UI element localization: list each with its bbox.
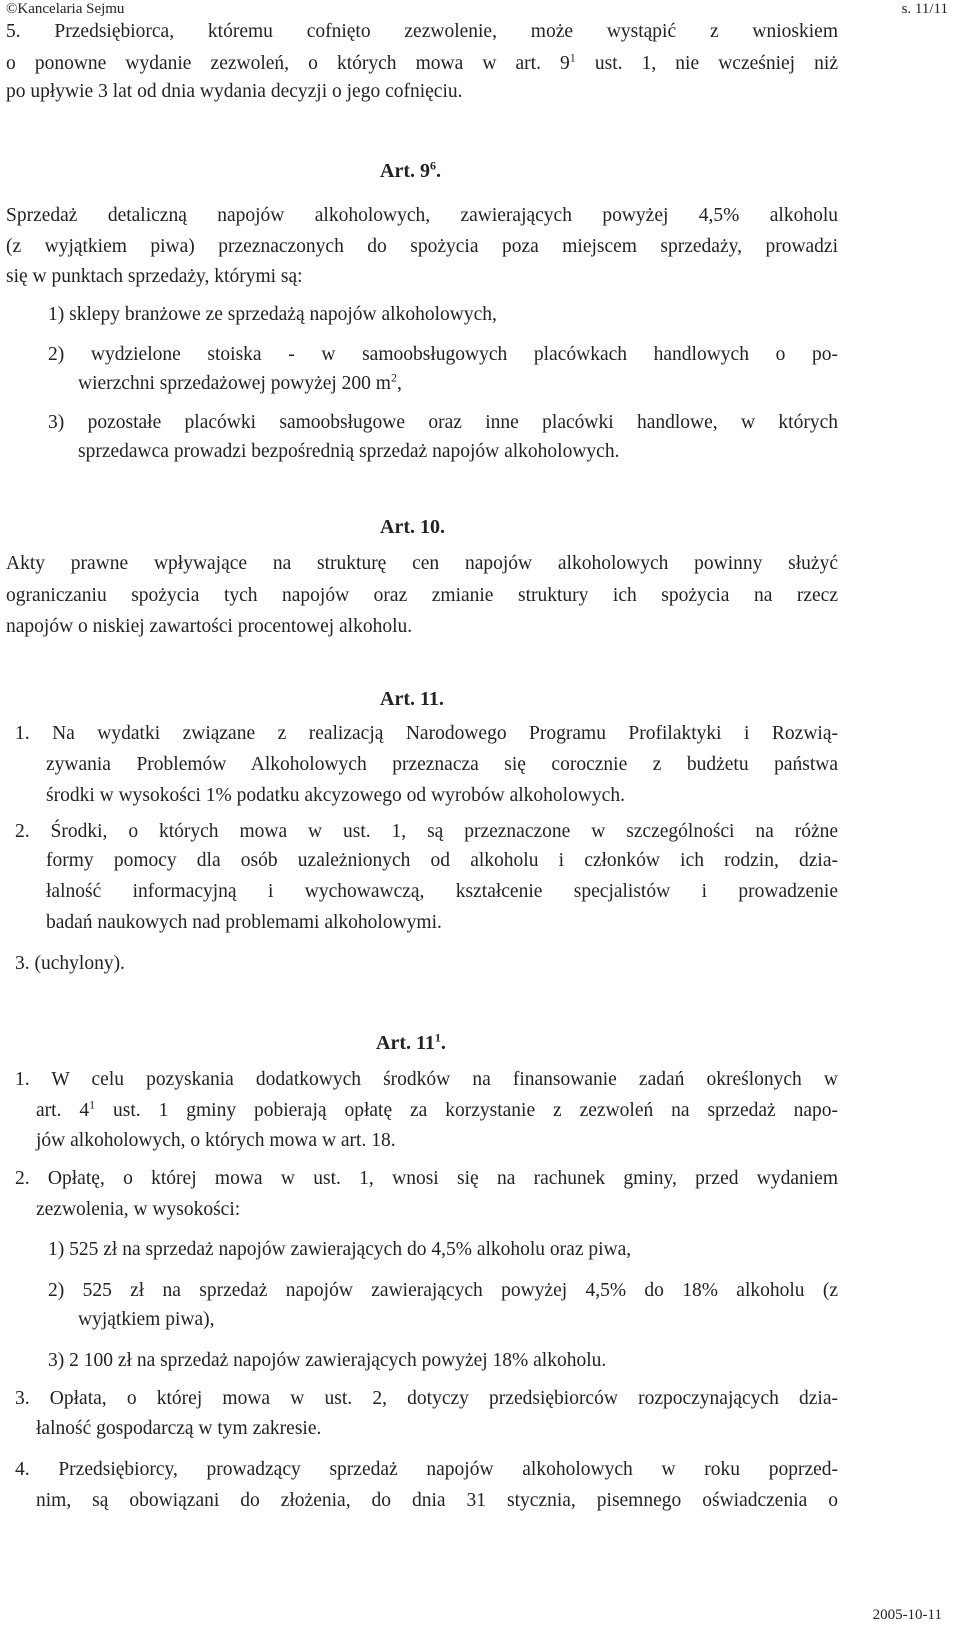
document-date: 2005-10-11 [872,1607,942,1623]
item5-line1: 5. Przedsiębiorca, któremu cofnięto zezwolenie, może wystąpić z wnioskiem [6,21,838,42]
art111-fee-item2-line2: wyjątkiem piwa), [78,1309,215,1330]
art10-line3: napojów o niskiej zawartości procentowej alkoholu. [6,616,413,637]
art96-item3-line2: sprzedawca prowadzi bezpośrednią sprzedaż napojów alkoholowych. [78,441,620,462]
art111-para3-line2: łalność gospodarczą w tym zakresie. [36,1418,322,1439]
item5-line2: o ponowne wydanie zezwoleń, o których mowa w art. $9^1$ ust. 1, nie wcześniej niż [6,50,838,74]
copyright-header: ©Kancelaria Sejmu [6,1,125,17]
art96-para-line2: (z wyjątkiem piwa) przeznaczonych do spożycia poza miejscem sprzedaży, prowadzi [6,236,838,257]
page-number: s. 11/11 [901,1,948,17]
art111-para2-line2: zezwolenia, w wysokości: [36,1199,241,1220]
art11-para2-line4: badań naukowych nad problemami alkoholowymi. [46,912,442,933]
article-heading-11: Art. 11. [380,688,444,710]
art96-item2-line1: 2) wydzielone stoiska - w samoobsługowych placówkach handlowych o po- [48,344,838,365]
art111-para2-line1: 2. Opłatę, o której mowa w ust. 1, wnosi się na rachunek gminy, przed wydaniem [15,1168,838,1189]
art111-fee-item1: 1) 525 zł na sprzedaż napojów zawierających do 4,5% alkoholu oraz piwa, [48,1239,632,1260]
art11-para1-line3: środki w wysokości 1% podatku akcyzowego od wyrobów alkoholowych. [46,785,625,806]
art11-para2-line3: łalność informacyjną i wychowawczą, kształcenie specjalistów i prowadzenie [46,881,838,902]
art10-line2: ograniczaniu spożycia tych napojów oraz zmianie struktury ich spożycia na rzecz [6,585,838,606]
art111-para3-line1: 3. Opłata, o której mowa w ust. 2, dotyczy przedsiębiorców rozpoczynających dzia- [15,1388,838,1409]
art111-fee-item2-line1: 2) 525 zł na sprzedaż napojów zawierających powyżej 4,5% do 18% alkoholu (z [48,1280,838,1301]
art11-para1-line2: zywania Problemów Alkoholowych przeznacza się corocznie z budżetu państwa [46,754,838,775]
art11-para3: 3. (uchylony). [15,953,125,974]
art96-item1: 1) sklepy branżowe ze sprzedażą napojów alkoholowych, [48,304,497,325]
art11-para2-line2: formy pomocy dla osób uzależnionych od alkoholu i członków ich rodzin, dzia- [46,850,838,871]
art111-para1-line2: art. $4^1$ ust. 1 gminy pobierają opłatę za korzystanie z zezwoleń na sprzedaż napo- [36,1097,838,1121]
art111-para1-line1: 1. W celu pozyskania dodatkowych środków na finansowanie zadań określonych w [15,1069,838,1090]
article-heading-11-1: Art. $11^1$. [376,1030,446,1054]
art11-para2-line1: 2. Środki, o których mowa w ust. 1, są przeznaczone w szczególności na różne [15,821,838,842]
art111-para1-line3: jów alkoholowych, o których mowa w art. 18. [36,1130,396,1151]
art11-para1-line1: 1. Na wydatki związane z realizacją Narodowego Programu Profilaktyki i Rozwią- [15,723,838,744]
article-heading-10: Art. 10. [380,516,445,538]
art96-item3-line1: 3) pozostałe placówki samoobsługowe oraz inne placówki handlowe, w których [48,412,838,433]
art10-line1: Akty prawne wpływające na strukturę cen napojów alkoholowych powinny służyć [6,553,838,574]
art96-item2-line2: wierzchni sprzedażowej powyżej 200 $m^2$, [78,370,402,394]
item5-line3: po upływie 3 lat od dnia wydania decyzji o jego cofnięciu. [6,81,463,102]
art111-fee-item3: 3) 2 100 zł na sprzedaż napojów zawierających powyżej 18% alkoholu. [48,1350,607,1371]
art111-para4-line1: 4. Przedsiębiorcy, prowadzący sprzedaż napojów alkoholowych w roku poprzed- [15,1459,838,1480]
art111-para4-line2: nim, są obowiązani do złożenia, do dnia 31 stycznia, pisemnego oświadczenia o [36,1490,838,1511]
art96-para-line1: Sprzedaż detaliczną napojów alkoholowych, zawierających powyżej 4,5% alkoholu [6,205,838,226]
article-heading-9-6: Art. $9^6$. [380,158,441,182]
art96-para-line3: się w punktach sprzedaży, którymi są: [6,266,303,287]
